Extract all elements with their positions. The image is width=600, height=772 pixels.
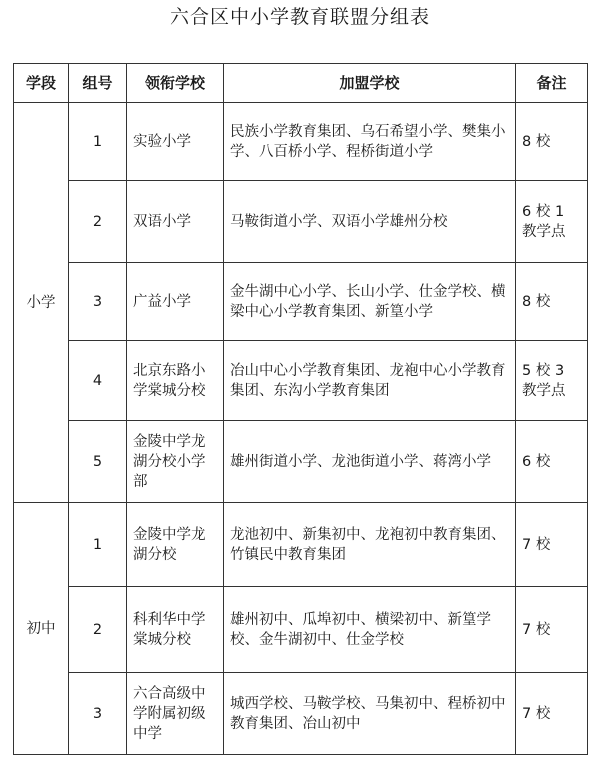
member-schools-cell: 雄州初中、瓜埠初中、横梁初中、新篁学校、金牛湖初中、仕金学校 — [224, 587, 516, 673]
lead-school-cell: 广益小学 — [127, 263, 224, 341]
lead-school-cell: 双语小学 — [127, 181, 224, 263]
stage-cell-junior: 初中 — [14, 503, 69, 755]
note-cell: 7 校 — [516, 503, 588, 587]
note-cell: 7 校 — [516, 587, 588, 673]
stage-cell-primary: 小学 — [14, 103, 69, 503]
group-cell: 1 — [69, 103, 127, 181]
page-title: 六合区中小学教育联盟分组表 — [169, 6, 430, 28]
member-schools-cell: 龙池初中、新集初中、龙袍初中教育集团、竹镇民中教育集团 — [224, 503, 516, 587]
table-row — [14, 673, 588, 755]
group-cell: 2 — [69, 181, 127, 263]
note-cell: 8 校 — [516, 103, 588, 181]
member-schools-cell: 金牛湖中心小学、长山小学、仕金学校、横梁中心小学教育集团、新篁小学 — [224, 263, 516, 341]
group-cell: 2 — [69, 587, 127, 673]
group-cell: 3 — [69, 673, 127, 755]
table-row — [14, 181, 588, 263]
table-row — [14, 587, 588, 673]
table-row — [14, 263, 588, 341]
header-lead-school: 领衔学校 — [127, 64, 224, 103]
table-row — [14, 341, 588, 421]
group-cell: 5 — [69, 421, 127, 503]
note-cell: 8 校 — [516, 263, 588, 341]
table-row — [14, 503, 588, 587]
header-group: 组号 — [69, 64, 127, 103]
member-schools-cell: 冶山中心小学教育集团、龙袍中心小学教育集团、东沟小学教育集团 — [224, 341, 516, 421]
lead-school-cell: 北京东路小学棠城分校 — [127, 341, 224, 421]
table-row — [14, 103, 588, 181]
member-schools-cell: 城西学校、马鞍学校、马集初中、程桥初中教育集团、冶山初中 — [224, 673, 516, 755]
lead-school-cell: 金陵中学龙湖分校 — [127, 503, 224, 587]
header-row — [14, 64, 588, 103]
header-note: 备注 — [516, 64, 588, 103]
lead-school-cell: 实验小学 — [127, 103, 224, 181]
alliance-table — [13, 63, 588, 755]
table-row — [14, 421, 588, 503]
lead-school-cell: 科利华中学棠城分校 — [127, 587, 224, 673]
member-schools-cell: 马鞍街道小学、双语小学雄州分校 — [224, 181, 516, 263]
member-schools-cell: 雄州街道小学、龙池街道小学、蒋湾小学 — [224, 421, 516, 503]
group-cell: 1 — [69, 503, 127, 587]
note-cell: 7 校 — [516, 673, 588, 755]
header-member-schools: 加盟学校 — [224, 64, 516, 103]
note-cell: 6 校 1 教学点 — [516, 181, 588, 263]
lead-school-cell: 金陵中学龙湖分校小学部 — [127, 421, 224, 503]
member-schools-cell: 民族小学教育集团、乌石希望小学、樊集小学、八百桥小学、程桥街道小学 — [224, 103, 516, 181]
group-cell: 4 — [69, 341, 127, 421]
group-cell: 3 — [69, 263, 127, 341]
note-cell: 6 校 — [516, 421, 588, 503]
note-cell: 5 校 3 教学点 — [516, 341, 588, 421]
header-stage: 学段 — [14, 64, 69, 103]
lead-school-cell: 六合高级中学附属初级中学 — [127, 673, 224, 755]
